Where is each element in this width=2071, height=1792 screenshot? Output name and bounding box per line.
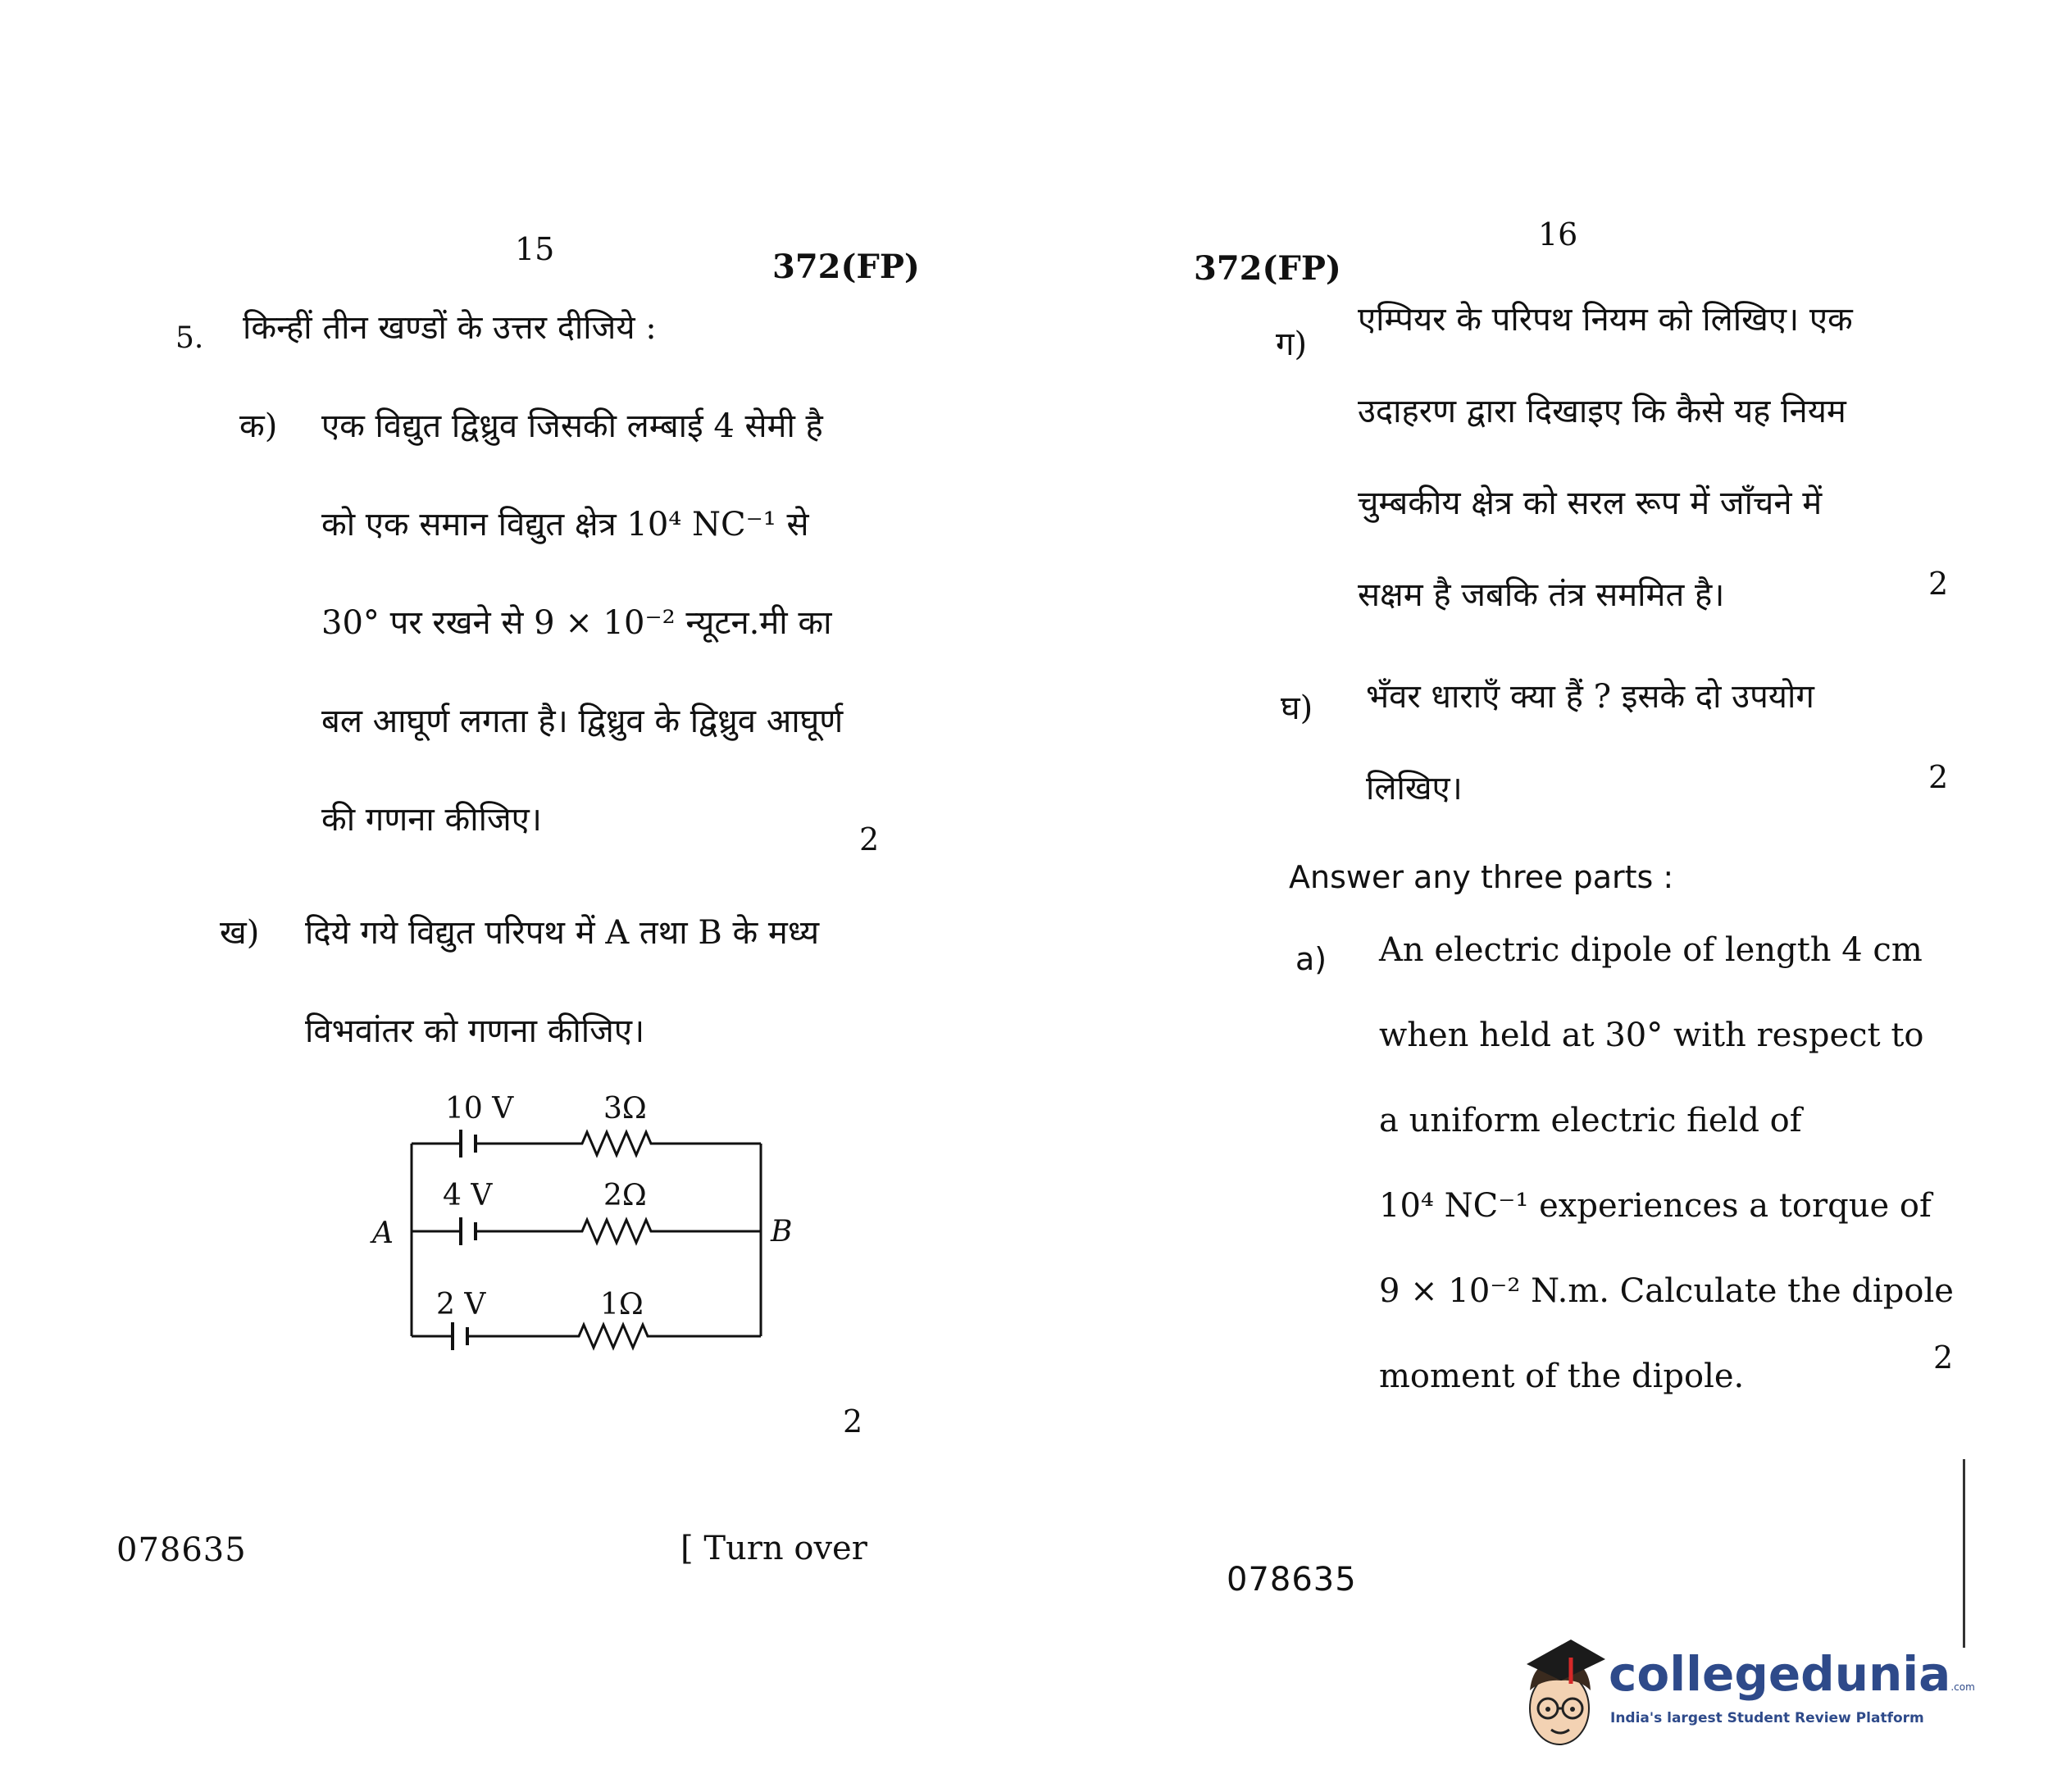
part-gha-marks: 2 <box>1928 759 1949 795</box>
part-gha-line: भँवर धाराएँ क्या हैं ? इसके दो उपयोग <box>1366 678 1814 716</box>
part-ga-line: चुम्बकीय क्षेत्र को सरल रूप में जाँचने में <box>1358 484 1823 522</box>
branch-1-resistance: 3Ω <box>603 1092 647 1126</box>
part-ga-marks: 2 <box>1928 566 1949 602</box>
part-kha-line: दिये गये विद्युत परिपथ में A तथा B के मध्य <box>305 914 820 952</box>
branch-1-voltage: 10 V <box>445 1092 514 1126</box>
part-a-label: a) <box>1295 941 1327 977</box>
branch-3-voltage: 2 V <box>436 1288 486 1321</box>
branch-3-resistance: 1Ω <box>600 1288 644 1321</box>
logo-wordmark: collegedunia <box>1609 1646 1951 1702</box>
scan-edge-line <box>1963 1459 1965 1648</box>
branch-2-resistance: 2Ω <box>603 1179 647 1212</box>
question-number: 5. <box>175 321 204 355</box>
right-page-number: 16 <box>1538 216 1578 252</box>
mascot-icon <box>1513 1633 1612 1756</box>
english-instruction: Answer any three parts : <box>1289 859 1674 895</box>
node-a-label: A <box>372 1217 394 1250</box>
part-ka-line: को एक समान विद्युत क्षेत्र 10⁴ NC⁻¹ से <box>321 506 809 544</box>
turn-over-note: [ Turn over <box>680 1530 867 1567</box>
circuit-diagram <box>361 1082 820 1377</box>
part-gha-text <box>1366 672 1948 830</box>
part-a-line: moment of the dipole. <box>1379 1358 1745 1395</box>
left-footer-code: 078635 <box>116 1531 247 1569</box>
resistor-1 <box>476 1132 761 1155</box>
part-ga-line: सक्षम है जबकि तंत्र सममित है। <box>1358 576 1725 614</box>
hindi-instruction: किन्हीं तीन खण्डों के उत्तर दीजिये : <box>243 309 657 347</box>
part-ka-label: क) <box>239 407 278 445</box>
part-a-text <box>1379 931 1954 1423</box>
part-ga-label: ग) <box>1276 325 1308 363</box>
part-ka-line: एक विद्युत द्विध्रुव जिसकी लम्बाई 4 सेमी है <box>321 407 823 445</box>
part-kha-marks: 2 <box>843 1403 863 1440</box>
part-ka-line: की गणना कीजिए। <box>321 801 542 839</box>
logo-suffix: .com <box>1950 1681 1975 1693</box>
part-a-line: An electric dipole of length 4 cm <box>1379 931 1923 969</box>
part-a-line: when held at 30° with respect to <box>1379 1017 1924 1054</box>
part-gha-label: घ) <box>1281 689 1313 727</box>
part-ka-marks: 2 <box>859 821 880 857</box>
part-kha-text <box>305 908 879 1072</box>
left-paper-code: 372(FP) <box>772 248 920 286</box>
part-ka-text <box>321 402 895 861</box>
part-ka-line: 30° पर रखने से 9 × 10⁻² न्यूटन.मी का <box>321 604 832 642</box>
part-a-line: 9 × 10⁻² N.m. Calculate the dipole <box>1379 1272 1954 1310</box>
right-footer-code: 078635 <box>1227 1561 1357 1599</box>
part-a-line: 10⁴ NC⁻¹ experiences a torque of <box>1379 1187 1932 1225</box>
part-kha-line: विभवांतर को गणना कीजिए। <box>305 1012 645 1050</box>
collegedunia-logo <box>1513 1633 1975 1756</box>
node-b-label: B <box>771 1215 793 1248</box>
part-a-line: a uniform electric field of <box>1379 1102 1802 1139</box>
part-kha-label: ख) <box>220 914 260 952</box>
part-ka-line: बल आघूर्ण लगता है। द्विध्रुव के द्विध्रुव आघूर्ण <box>321 703 844 740</box>
logo-tagline: India's largest Student Review Platform <box>1610 1710 1924 1726</box>
right-paper-code: 372(FP) <box>1194 249 1341 288</box>
part-ga-line: एम्पियर के परिपथ नियम को लिखिए। एक <box>1358 301 1853 339</box>
part-ga-line: उदाहरण द्वारा दिखाइए कि कैसे यह नियम <box>1358 393 1846 430</box>
resistor-2 <box>476 1220 761 1243</box>
left-page-number: 15 <box>515 231 555 267</box>
part-a-marks: 2 <box>1933 1339 1954 1376</box>
part-gha-line: लिखिए। <box>1366 770 1463 807</box>
part-ga-text <box>1358 295 1948 636</box>
branch-2-voltage: 4 V <box>443 1179 493 1212</box>
resistor-3 <box>467 1325 761 1348</box>
